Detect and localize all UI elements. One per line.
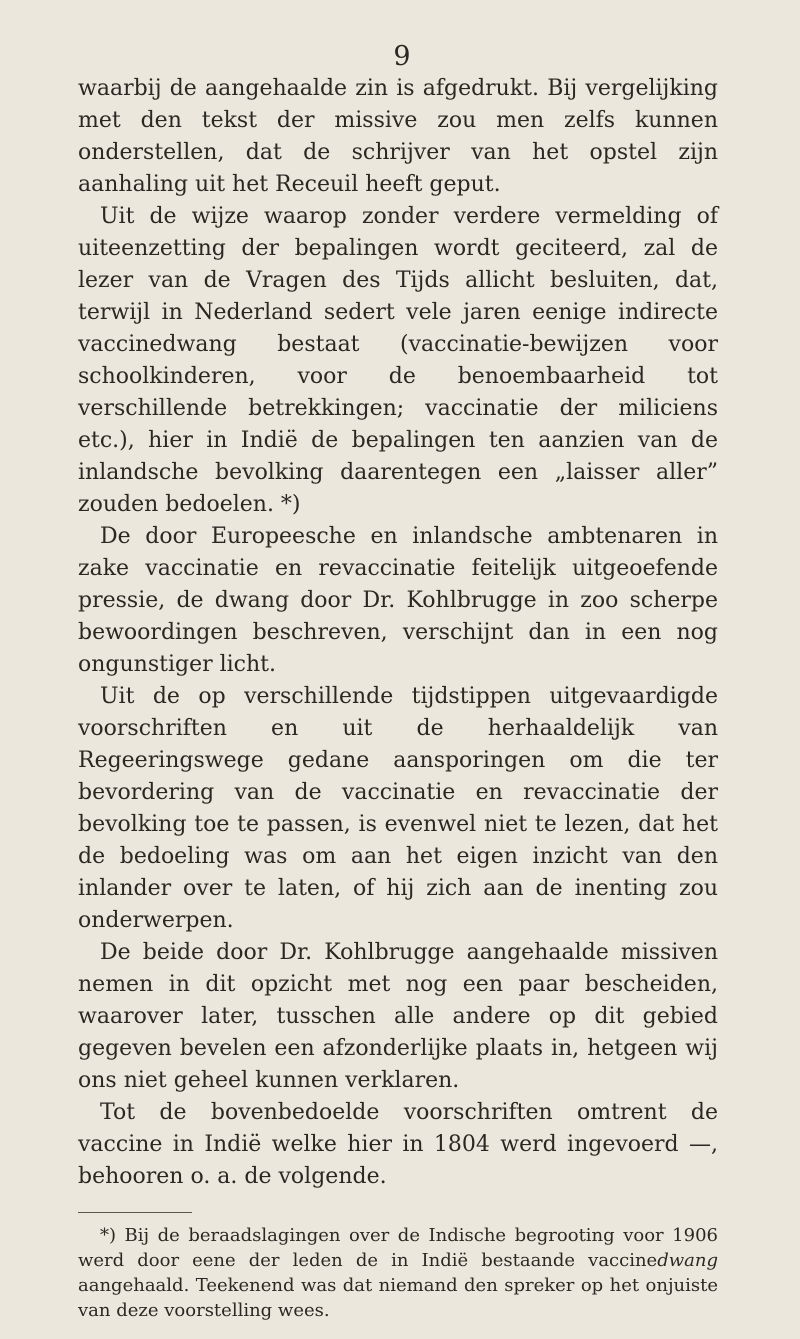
paragraph: Uit de wijze waarop zonder verdere vermelding of uiteenzetting der bepalingen wordt geciteerd, zal de lezer van de Vragen des Tijds allicht besluiten, dat, terwijl in Nederland sedert vele jaren eenige indirecte vaccinedwang bestaat (vaccinatie-bewijzen voor schoolkinderen, voor de benoembaarheid tot verschillende betrekkingen; vaccinatie der miliciens etc.), hier in Indië de bepalingen ten aanzien van de inlandsche bevolking daarentegen een „laisser aller” zouden bedoelen. *) <box>78 204 718 517</box>
page-number: 9 <box>393 41 411 72</box>
footnote <box>78 1223 718 1323</box>
paragraph: Uit de op verschillende tijdstippen uitgevaardigde voorschriften en uit de herhaaldelijk van Regeeringswege gedane aansporingen om die ter bevordering van de vaccinatie en revaccinatie der bevolking toe te passen, is evenwel niet te lezen, dat het de bedoeling was om aan het eigen inzicht van den inlander over te laten, of hij zich aan de inenting zou onderwerpen. <box>78 684 718 933</box>
paragraph: De beide door Dr. Kohlbrugge aangehaalde missiven nemen in dit opzicht met nog een paar bescheiden, waarover later, tusschen alle andere op dit gebied gegeven bevelen een afzonderlijke plaats in, hetgeen wij ons niet geheel kunnen verklaren. <box>78 940 718 1093</box>
footnote-divider <box>78 1212 192 1213</box>
paragraph: De door Europeesche en inlandsche ambtenaren in zake vaccinatie en revaccinatie feitelijk uitgeoefende pressie, de dwang door Dr. Kohlbrugge in zoo scherpe bewoordingen beschreven, verschijnt dan in een nog ongunstiger licht. <box>78 524 718 677</box>
paragraph: waarbij de aangehaalde zin is afgedrukt. Bij vergelijking met den tekst der missive zou men zelfs kunnen onderstellen, dat de schrijver van het opstel zijn aanhaling uit het Receuil heeft geput. <box>78 76 718 197</box>
paragraph: Tot de bovenbedoelde voorschriften omtrent de vaccine in Indië welke hier in 1804 werd ingevoerd —, behooren o. a. de volgende. <box>78 1100 718 1189</box>
footnote-emphasis: dwang <box>657 1250 718 1271</box>
footnote-text-end: aangehaald. Teekenend was dat niemand den spreker op het onjuiste van deze voorstelling wees. <box>78 1275 718 1321</box>
body-text <box>78 73 718 1323</box>
footnote-text: *) Bij de beraadslagingen over de Indische begrooting voor 1906 werd door eene der leden de in Indië bestaande vaccine <box>78 1225 718 1271</box>
